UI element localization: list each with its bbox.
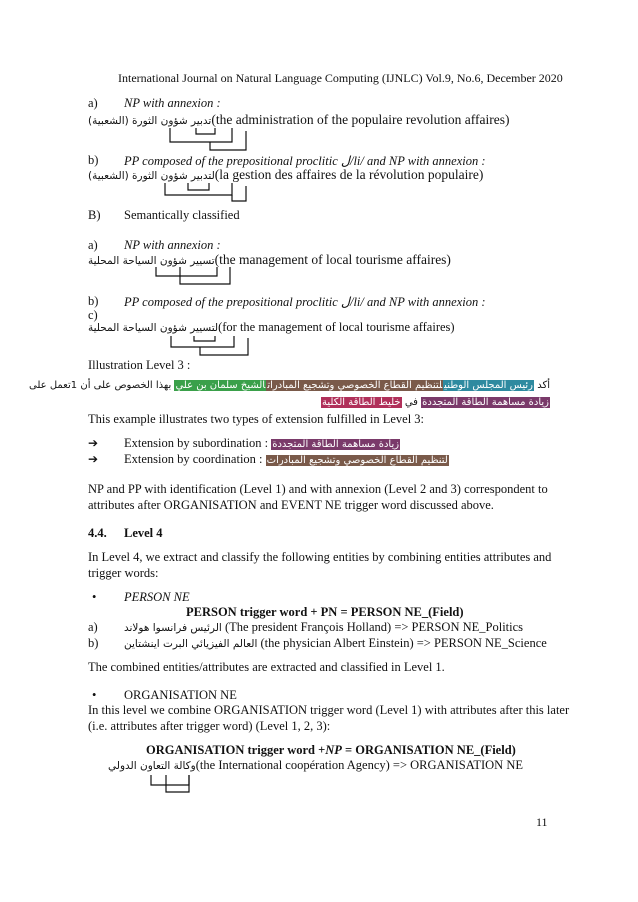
example-b2-label: b)	[88, 294, 99, 308]
example-a1-label: a)	[88, 96, 98, 110]
extension-sub-line	[124, 436, 400, 451]
highlight-green: الشيخ سلمان بن علي	[175, 380, 266, 391]
organisation-gloss: (the International coopération Agency) => ORGANISATION NE	[195, 758, 523, 772]
bullet-icon: •	[92, 688, 97, 702]
example-a2-label: a)	[88, 238, 98, 252]
example-a1-title: NP with annexion :	[124, 96, 221, 110]
person-a-gloss: (The president François Holland) => PERSON NE_Politics	[224, 620, 524, 634]
extension-coord-line	[124, 452, 449, 467]
organisation-desc-line2: (i.e. attributes after trigger word) (Level 1, 2, 3):	[88, 719, 331, 733]
example-a1-line	[88, 112, 509, 128]
para1-line1: NP and PP with identification (Level 1) and with annexion (Level 2 and 3) correspondent to	[88, 482, 548, 496]
example-b2-line	[88, 320, 455, 335]
bracket-a1-outer	[170, 128, 232, 142]
bracket-b1-tail	[232, 186, 246, 201]
organisation-rule-b: = ORGANISATION NE_(Field)	[341, 743, 516, 757]
para1-line2: attributes after ORGANISATION and EVENT NE trigger word discussed above.	[88, 498, 494, 512]
person-b-label: b)	[88, 636, 99, 650]
example-b2-c-label: c)	[88, 308, 98, 322]
example-a2-arabic: تسيير شؤون السياحة المحلية	[88, 255, 215, 267]
example-a2-line	[88, 252, 451, 268]
example-a2-gloss: (the management of local tourisme affaires)	[214, 252, 451, 267]
bracket-org-inner	[166, 775, 189, 792]
para2-line1: In Level 4, we extract and classify the following entities by combining entities attributes and	[88, 550, 552, 564]
extension-sub-arabic: زيادة مساهمة الطاقة المتجددة	[272, 439, 400, 450]
extension-coord-label: Extension by coordination :	[124, 452, 263, 466]
person-b-gloss: (the physician Albert Einstein) => PERSON NE_Science	[260, 636, 547, 650]
bracket-b2-tail	[200, 338, 248, 355]
person-b-line	[124, 636, 547, 651]
example-b2-gloss: (for the management of local tourisme affaires)	[218, 320, 455, 334]
person-a-label: a)	[88, 620, 98, 634]
arrow-icon: ➔	[88, 452, 99, 466]
organisation-title: ORGANISATION NE	[124, 688, 237, 702]
bracket-a1-tail	[210, 131, 246, 150]
person-a-arabic: الرئيس فرانسوا هولاند	[124, 622, 222, 634]
person-a-line	[124, 620, 523, 635]
section-b-title: Semantically classified	[124, 208, 240, 222]
line2-plain: في	[404, 397, 418, 408]
para3: The combined entities/attributes are extracted and classified in Level 1.	[88, 660, 445, 674]
highlight-brown: لتنظيم القطاع الخصوصي وتشجيع المبادرات	[267, 380, 443, 391]
example-b2-title: PP composed of the prepositional proclitic ل/li/ and NP with annexion :	[124, 295, 486, 309]
extension-coord-arabic: لتنظيم القطاع الخصوصي وتشجيع المبادرات	[266, 455, 448, 466]
example-b1-gloss: (la gestion des affaires de la révolution populaire)	[214, 167, 484, 182]
example-a1-arabic: تدبير شؤون الثورة (الشعبية)	[88, 115, 212, 127]
example-b1-arabic: لتدبير شؤون الثورة (الشعبية)	[88, 170, 215, 182]
highlight-purple: زيادة مساهمة الطاقة المتجددة	[422, 397, 549, 408]
organisation-rule	[146, 743, 516, 758]
bracket-a2-outer	[156, 267, 217, 276]
bracket-b1-inner	[188, 183, 209, 190]
organisation-arabic: وكالة التعاون الدولي	[108, 760, 196, 772]
bracket-b1-outer	[165, 183, 232, 195]
illustration-heading: Illustration Level 3 :	[88, 358, 191, 372]
bracket-a1-inner	[196, 128, 215, 134]
bullet-icon: •	[92, 590, 97, 604]
example-a2-title: NP with annexion :	[124, 238, 221, 252]
page-number: 11	[536, 815, 548, 829]
section-44-number: 4.4.	[88, 526, 107, 540]
example-b1-line	[88, 167, 483, 183]
example-b2-arabic: لتسيير شؤون السياحة المحلية	[88, 322, 219, 334]
illustration-arabic-line1	[29, 380, 550, 391]
journal-header: International Journal on Natural Language Computing (IJNLC) Vol.9, No.6, December 2020	[118, 71, 563, 85]
example-a1-gloss: (the administration of the populaire revolution affaires)	[211, 112, 510, 127]
section-44-title: Level 4	[124, 526, 163, 540]
highlight-teal: رئيس المجلس الوطني	[444, 380, 534, 391]
line1-end: أكد	[537, 380, 550, 391]
bracket-b2-outer	[171, 336, 234, 347]
person-rule: PERSON trigger word + PN = PERSON NE_(Field)	[186, 605, 464, 619]
illustration-explain: This example illustrates two types of extension fulfilled in Level 3:	[88, 412, 425, 426]
illustration-arabic-line2	[88, 397, 550, 408]
bracket-b2-inner	[194, 336, 215, 341]
highlight-red: خليط الطاقة الكلية	[322, 397, 401, 408]
arrow-icon: ➔	[88, 436, 99, 450]
line1-plain: بهذا الخصوص على أن 1تعمل على	[29, 380, 172, 391]
example-b1-title: PP composed of the prepositional proclitic ل/li/ and NP with annexion :	[124, 154, 486, 168]
bracket-org-outer	[151, 775, 189, 785]
para2-line2: trigger words:	[88, 566, 159, 580]
person-b-arabic: العالم الفيزيائي البرت اينشتاين	[124, 638, 258, 650]
section-b-label: B)	[88, 208, 101, 222]
organisation-rule-np: NP	[325, 743, 342, 757]
extension-sub-label: Extension by subordination :	[124, 436, 269, 450]
organisation-rule-a: ORGANISATION trigger word +	[146, 743, 326, 757]
example-b1-label: b)	[88, 153, 99, 167]
organisation-desc-line1: In this level we combine ORGANISATION trigger word (Level 1) with attributes after this later	[88, 703, 570, 717]
bracket-a2-inner	[180, 267, 230, 284]
organisation-example	[108, 758, 523, 773]
person-title: PERSON NE	[124, 590, 190, 604]
